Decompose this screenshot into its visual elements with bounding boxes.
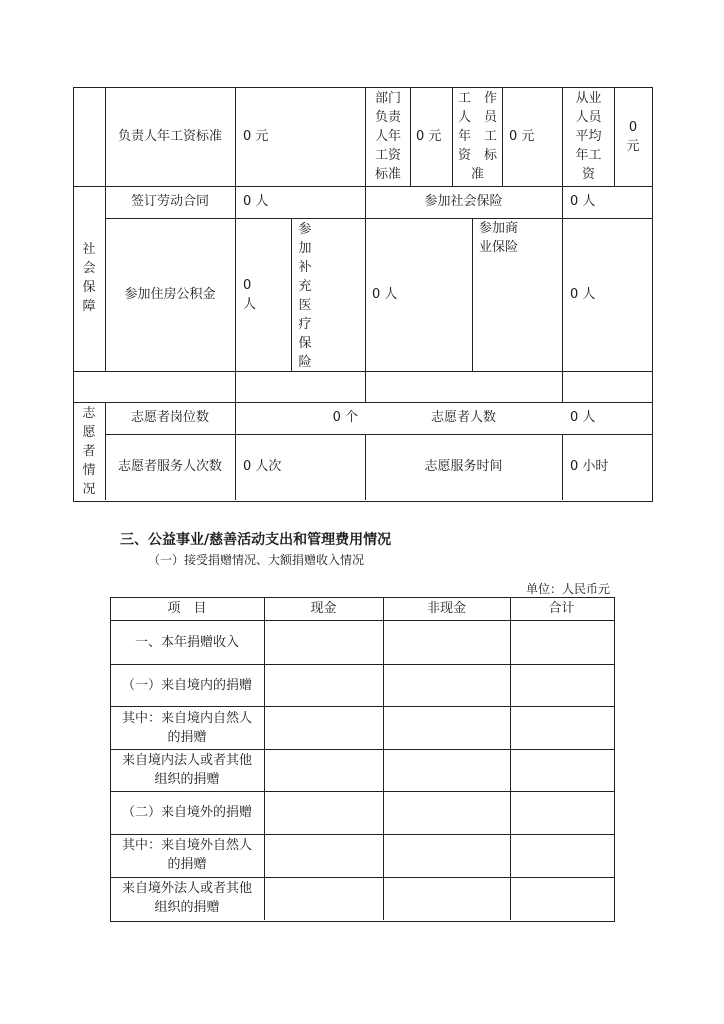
avg-salary-value: 0 元 [626,120,640,154]
currency-unit: 单位：人民币元 [525,582,610,596]
grid-line [110,620,614,621]
worker-salary-value: 0 元 [509,129,535,144]
grid-line [73,402,652,403]
grid-line [264,597,265,920]
row-label: （一）来自境内的捐赠 [121,678,252,693]
row-label: 一、本年捐赠收入 [134,635,239,650]
avg-salary-label: 从业 人员 平均 年工 资 [575,91,602,182]
grid-line [73,371,652,372]
grid-line [502,87,503,186]
worker-salary-label: 工 作 人 员 年 工 资 标 准 [457,91,497,182]
column-header-non-cash: 非现金 [426,601,466,616]
volunteer-hours-value: 0 小时 [570,459,609,474]
column-header-item: 项 目 [167,601,207,616]
column-header-cash: 现金 [310,601,337,616]
dept-head-salary-label: 部门 负责 人年 工资 标准 [374,91,401,182]
volunteer-hours-label: 志愿服务时间 [424,459,503,474]
volunteer-count-value: 0 人 [570,410,596,425]
grid-line [105,434,652,435]
grid-line [110,664,614,665]
column-header-total: 合计 [548,601,575,616]
volunteer-group-label: 志 愿 者 情 况 [82,406,96,497]
volunteer-service-value: 0 人次 [243,459,282,474]
grid-line [383,597,384,920]
volunteer-posts-value: 0 个 [332,410,358,425]
supplementary-medical-value: 0 人 [372,287,398,302]
dept-head-salary-value: 0 元 [416,129,442,144]
supplementary-medical-label: 参 加 补 充 医 疗 保 险 [298,222,312,370]
social-insurance-value: 0 人 [570,194,596,209]
grid-line [510,597,511,920]
commercial-insurance-value: 0 人 [570,287,596,302]
row-label: 其中：来自境内自然人 的捐赠 [121,711,252,745]
housing-fund-label: 参加住房公积金 [124,287,216,302]
grid-line [235,87,236,500]
grid-line [410,87,411,186]
social-insurance-label: 参加社会保险 [424,194,503,209]
responsible-salary-value: 0 元 [243,129,269,144]
grid-line [110,749,614,750]
volunteer-service-label: 志愿者服务人次数 [117,459,222,474]
social-security-group-label: 社 会 保 障 [82,242,96,314]
grid-line [105,218,652,219]
row-label: 来自境内法人或者其他 组织的捐赠 [121,753,252,787]
row-label: （二）来自境外的捐赠 [121,805,252,820]
grid-line [110,706,614,707]
volunteer-count-label: 志愿者人数 [430,410,496,425]
responsible-salary-label: 负责人年工资标准 [117,129,222,144]
row-label: 其中：来自境外自然人 的捐赠 [121,838,252,872]
grid-line [110,834,614,835]
section-title: 三、公益事业/慈善活动支出和管理费用情况 [120,532,392,548]
commercial-insurance-label: 参加商 业保险 [479,221,519,255]
labor-contract-value: 0 人 [243,194,269,209]
grid-line [110,877,614,878]
grid-line [562,434,563,500]
labor-contract-label: 签订劳动合同 [130,194,209,209]
grid-line [472,218,473,371]
row-label: 来自境外法人或者其他 组织的捐赠 [121,881,252,915]
grid-line [73,186,652,187]
volunteer-posts-label: 志愿者岗位数 [130,410,209,425]
section-subtitle: （一）接受捐赠情况、大额捐赠收入情况 [148,553,365,567]
housing-fund-value: 0 人 [243,278,257,312]
grid-line [110,791,614,792]
